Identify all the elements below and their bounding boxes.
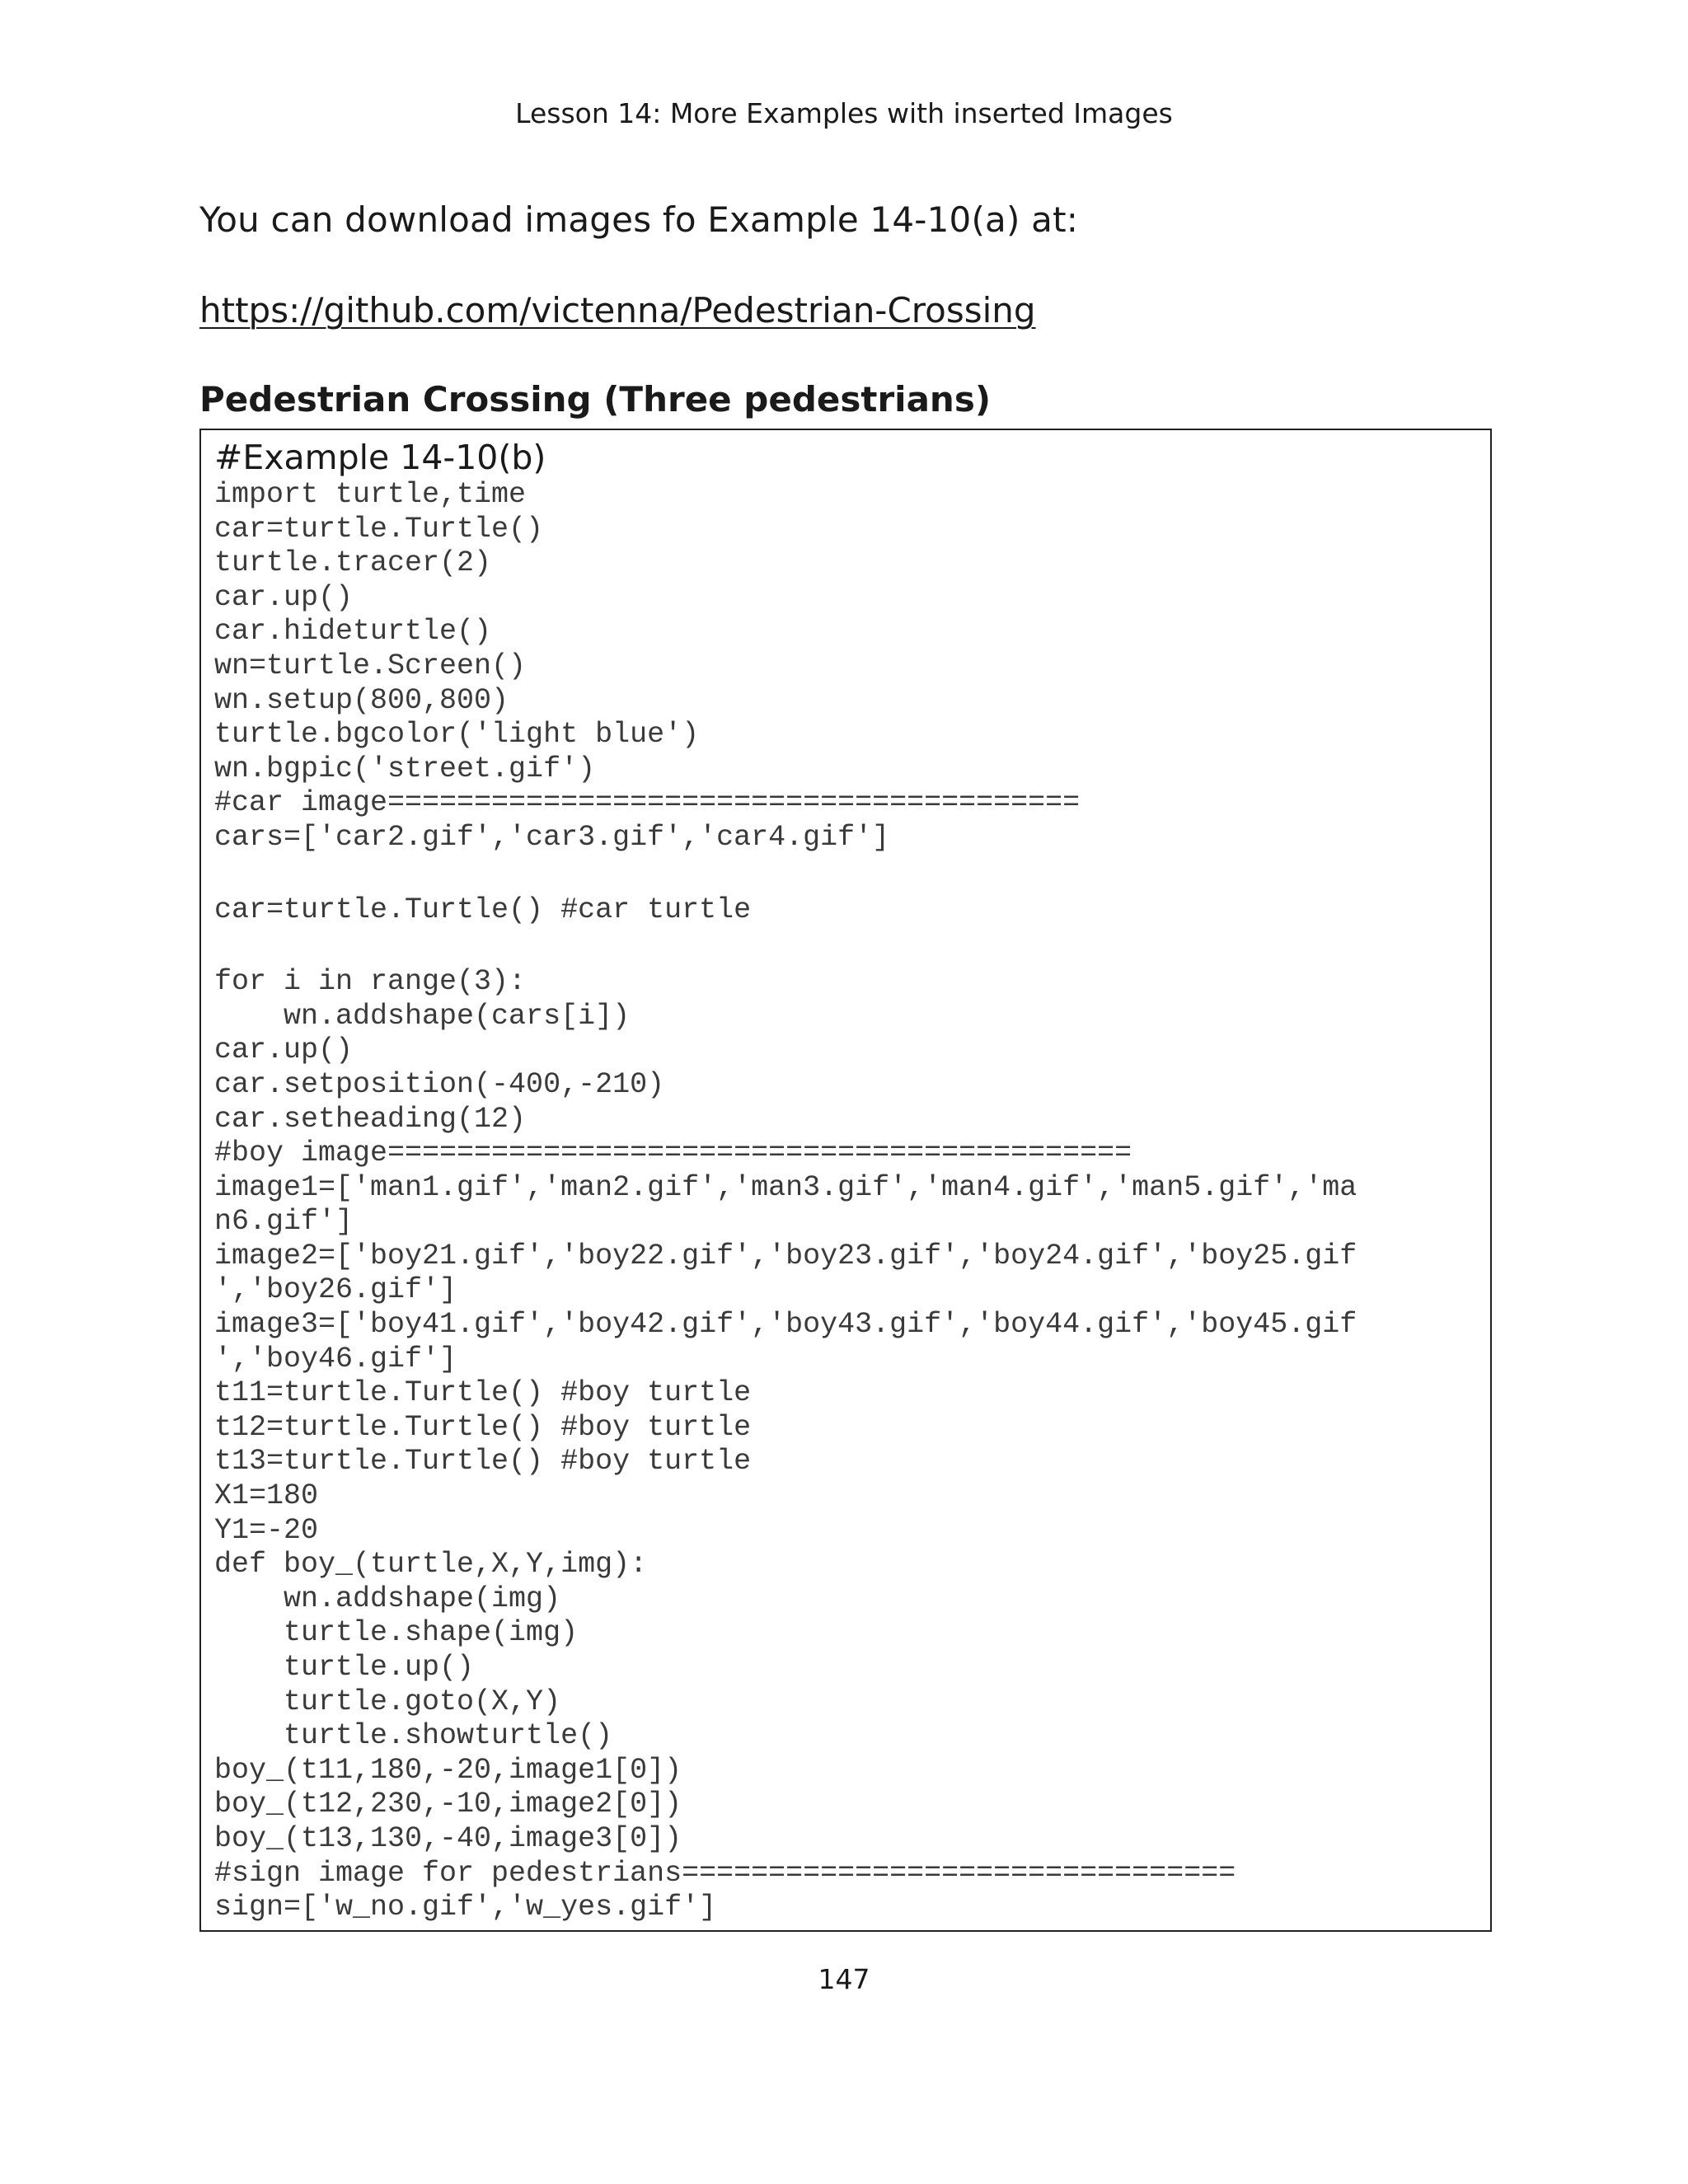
- code-line: Y1=-20: [214, 1513, 319, 1547]
- code-line: boy_(t11,180,-20,image1[0]): [214, 1753, 682, 1787]
- code-line: wn.bgpic('street.gif'): [214, 752, 596, 785]
- code-line: turtle.up(): [214, 1651, 475, 1684]
- code-line: turtle.shape(img): [214, 1616, 579, 1650]
- code-line: wn.addshape(img): [214, 1582, 561, 1615]
- code-line: turtle.showturtle(): [214, 1719, 613, 1753]
- code-line: #car image========================================: [214, 786, 1081, 820]
- code-line: t12=turtle.Turtle() #boy turtle: [214, 1410, 752, 1444]
- intro-text: You can download images fo Example 14-10(a) at:: [199, 199, 1079, 240]
- code-line: car=turtle.Turtle(): [214, 512, 544, 546]
- code-line: X1=180: [214, 1479, 319, 1513]
- code-line: car.setposition(-400,-210): [214, 1067, 665, 1101]
- code-line: t11=turtle.Turtle() #boy turtle: [214, 1376, 752, 1410]
- section-title: Pedestrian Crossing (Three pedestrians): [199, 379, 992, 419]
- code-line: #sign image for pedestrians================================: [214, 1856, 1236, 1890]
- code-line: car.hideturtle(): [214, 615, 492, 649]
- code-line: t13=turtle.Turtle() #boy turtle: [214, 1445, 752, 1479]
- code-line: wn.addshape(cars[i]): [214, 999, 631, 1033]
- code-line: wn=turtle.Screen(): [214, 649, 527, 682]
- running-header: Lesson 14: More Examples with inserted Images: [515, 97, 1173, 129]
- code-line: ','boy46.gif']: [214, 1342, 457, 1376]
- code-line: turtle.tracer(2): [214, 546, 492, 580]
- code-line: car.setheading(12): [214, 1102, 527, 1136]
- code-line: #boy image===========================================: [214, 1137, 1132, 1170]
- code-line: [214, 855, 1490, 893]
- code-line: image3=['boy41.gif','boy42.gif','boy43.gif','boy44.gif','boy45.gif: [214, 1308, 1357, 1342]
- code-line: wn.setup(800,800): [214, 683, 509, 717]
- code-line: ','boy26.gif']: [214, 1273, 457, 1307]
- code-line: for i in range(3):: [214, 965, 527, 999]
- code-line: image1=['man1.gif','man2.gif','man3.gif','man4.gif','man5.gif','ma: [214, 1170, 1357, 1204]
- code-line: turtle.goto(X,Y): [214, 1685, 561, 1718]
- code-line: car.up(): [214, 1033, 354, 1067]
- page-number: 147: [818, 1963, 870, 1995]
- code-listing-box: [199, 429, 1492, 1932]
- code-line: def boy_(turtle,X,Y,img):: [214, 1548, 648, 1582]
- code-line: turtle.bgcolor('light blue'): [214, 718, 700, 752]
- code-line: [214, 927, 1490, 965]
- code-line: cars=['car2.gif','car3.gif','car4.gif']: [214, 820, 890, 854]
- code-line: import turtle,time: [214, 478, 527, 511]
- code-line: image2=['boy21.gif','boy22.gif','boy23.gif','boy24.gif','boy25.gif: [214, 1239, 1357, 1272]
- download-link[interactable]: https://github.com/victenna/Pedestrian-Crossing: [199, 290, 1036, 330]
- code-line: boy_(t12,230,-10,image2[0]): [214, 1788, 682, 1821]
- code-line: car.up(): [214, 580, 354, 614]
- code-listing-title: #Example 14-10(b): [214, 438, 546, 477]
- code-line: sign=['w_no.gif','w_yes.gif']: [214, 1891, 717, 1924]
- code-line: car=turtle.Turtle() #car turtle: [214, 893, 752, 926]
- code-line: n6.gif']: [214, 1205, 354, 1239]
- code-listing: [214, 478, 1490, 1925]
- code-line: boy_(t13,130,-40,image3[0]): [214, 1821, 682, 1855]
